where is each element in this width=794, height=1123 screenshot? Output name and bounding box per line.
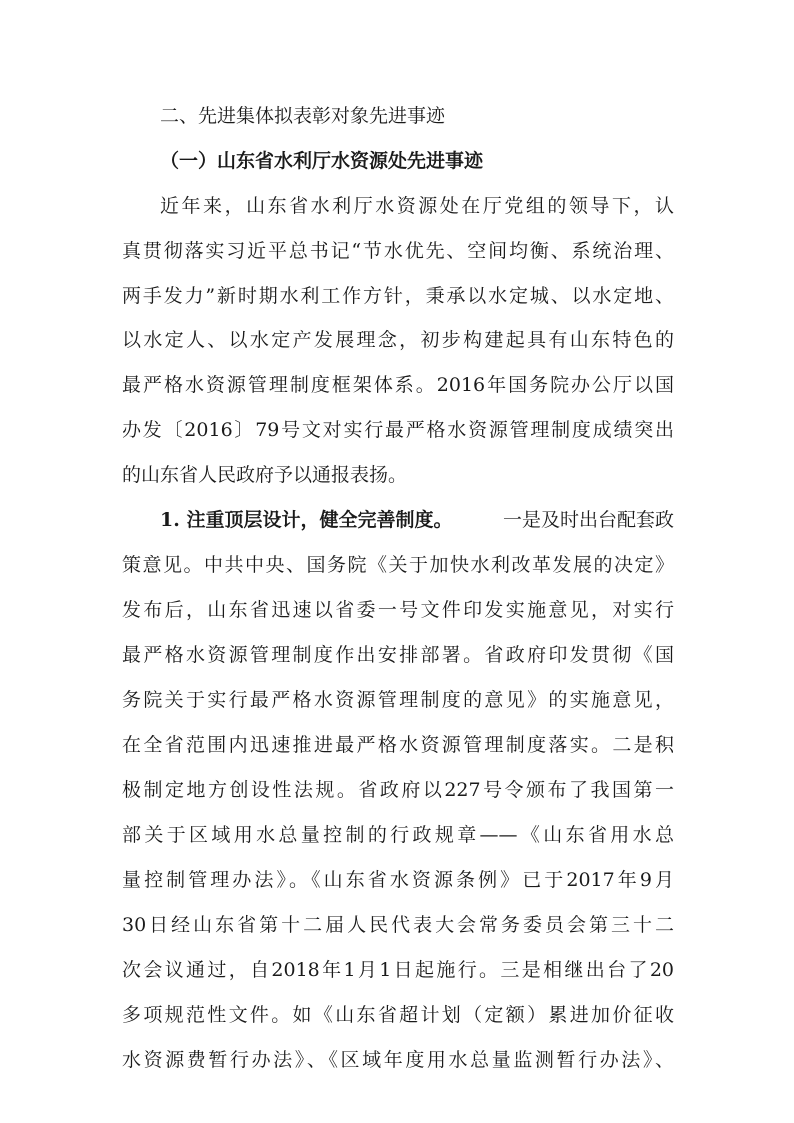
paragraph1-line: 的山东省人民政府予以通报表扬。 bbox=[122, 464, 408, 486]
paragraph2-line: 量控制管理办法》。《山东省水资源条例》已于2017年9月 bbox=[122, 869, 674, 891]
paragraph2-line: 极制定地方创设性法规。省政府以227号令颁布了我国第一 bbox=[122, 779, 674, 801]
paragraph2-line: 发布后，山东省迅速以省委一号文件印发实施意见，对实行 bbox=[122, 599, 674, 621]
paragraph2-line: 水资源费暂行办法》、《区域年度用水总量监测暂行办法》、 bbox=[122, 1049, 674, 1071]
paragraph2-first-line bbox=[160, 508, 674, 532]
paragraph2-line: 策意见。中共中央、国务院《关于加快水利改革发展的决定》 bbox=[122, 554, 674, 576]
paragraph2-lead: 1. 注重顶层设计，健全完善制度。 bbox=[160, 509, 453, 531]
subsection-heading: （一）山东省水利厅水资源处先进事迹 bbox=[160, 150, 484, 172]
paragraph1-line: 两手发力”新时期水利工作方针，秉承以水定城、以水定地、 bbox=[122, 285, 674, 307]
section-heading: 二、先进集体拟表彰对象先进事迹 bbox=[160, 105, 446, 127]
paragraph2-line: 在全省范围内迅速推进最严格水资源管理制度落实。二是积 bbox=[122, 734, 674, 756]
paragraph2-line: 多项规范性文件。如《山东省超计划（定额）累进加价征收 bbox=[122, 1004, 674, 1026]
paragraph1-line: 办发〔2016〕79号文对实行最严格水资源管理制度成绩突出 bbox=[122, 419, 674, 441]
paragraph2-line1-rest: 一是及时出台配套政 bbox=[502, 509, 674, 531]
paragraph2-line: 部关于区域用水总量控制的行政规章——《山东省用水总 bbox=[122, 824, 674, 846]
paragraph2-line: 30日经山东省第十二届人民代表大会常务委员会第三十二 bbox=[122, 914, 674, 936]
paragraph2-line: 次会议通过，自2018年1月1日起施行。三是相继出台了20 bbox=[122, 959, 674, 981]
paragraph2-line: 务院关于实行最严格水资源管理制度的意见》的实施意见， bbox=[122, 689, 674, 711]
paragraph1-line: 以水定人、以水定产发展理念，初步构建起具有山东特色的 bbox=[122, 329, 674, 351]
paragraph1-line: 最严格水资源管理制度框架体系。2016年国务院办公厅以国 bbox=[122, 374, 674, 396]
paragraph2-line: 最严格水资源管理制度作出安排部署。省政府印发贯彻《国 bbox=[122, 644, 674, 666]
paragraph1-line: 真贯彻落实习近平总书记“节水优先、空间均衡、系统治理、 bbox=[122, 240, 674, 262]
paragraph1-line: 近年来，山东省水利厅水资源处在厅党组的领导下，认 bbox=[160, 195, 674, 217]
